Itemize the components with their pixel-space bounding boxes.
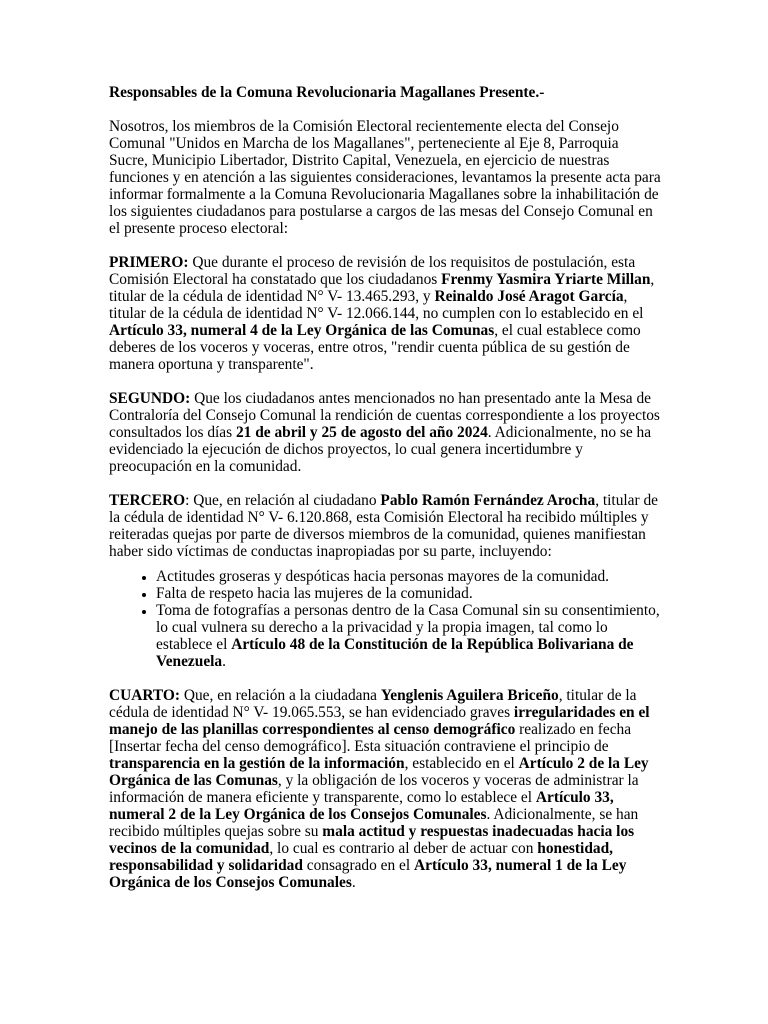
segundo-text-2: . Adicionalmente, no se ha evidenciado la ejecución de dichos proyectos, lo cual genera incertidumbre y preocupación en la comunidad.: [109, 424, 652, 475]
primero-text-2: , titular de la cédula de identidad N° V- 13.465.293, y: [109, 271, 655, 305]
tercero-bullet-list: [109, 568, 661, 670]
document-body: [109, 84, 661, 908]
tercero-text-1: : Que, en relación al ciudadano: [185, 492, 381, 509]
primero-text-1: Que durante el proceso de revisión de los requisitos de postulación, esta Comisión Electoral ha constatado que los ciudadanos: [109, 254, 636, 288]
cuarto-bold-5: Artículo 33, numeral 2 de la Ley Orgánica de los Consejos Comunales: [109, 789, 614, 823]
primero-name-1: Frenmy Yasmira Yriarte Millan: [441, 271, 651, 288]
segundo-text-1: Que los ciudadanos antes mencionados no han presentado ante la Mesa de Contraloría del Consejo Comunal la rendición de cuentas correspondiente a los proyectos consultados los días: [109, 390, 660, 441]
bullet-3-end: .: [222, 653, 226, 670]
heading-text: Responsables de la Comuna Revolucionaria Magallanes Presente.-: [109, 84, 545, 101]
primero-text-4: , el cual establece como deberes de los voceros y voceras, entre otros, "rendir cuenta pública de su gestión de manera oportuna y transparente".: [109, 322, 641, 373]
primero-text-3: , titular de la cédula de identidad N° V- 12.066.144, no cumplen con lo establecido en el: [109, 288, 644, 322]
cuarto-paragraph: [109, 687, 661, 891]
cuarto-bold-2: irregularidades en el manejo de las planillas correspondientes al censo demográfico: [109, 704, 650, 738]
document-heading: [109, 84, 661, 101]
cuarto-text-4: , establecido en el: [404, 755, 519, 772]
cuarto-text-9: .: [351, 874, 356, 891]
segundo-dates: 21 de abril y 25 de agosto del año 2024: [235, 424, 488, 441]
tercero-paragraph: [109, 492, 661, 560]
primero-name-2: Reinaldo José Aragot García: [434, 288, 624, 305]
list-item: • Actitudes groseras y despóticas hacia personas mayores de la comunidad.: [156, 568, 661, 585]
tercero-label: TERCERO: [109, 492, 186, 509]
tercero-name: Pablo Ramón Fernández Arocha: [380, 492, 596, 509]
cuarto-bold-7: honestidad, responsabilidad y solidaridad: [109, 840, 613, 874]
bullet-3-text: Toma de fotografías a personas dentro de la Casa Comunal sin su consentimiento, lo cual vulnera su derecho a la privacidad y la propia imagen, tal como lo establece el: [156, 602, 660, 653]
bullet-3-law-ref: Artículo 48 de la Constitución de la República Bolivariana de Venezuela: [156, 636, 634, 670]
primero-law-ref: Artículo 33, numeral 4 de la Ley Orgánica de las Comunas: [109, 322, 495, 339]
cuarto-text-7: , lo cual es contrario al deber de actuar con: [269, 840, 538, 857]
cuarto-text-8: consagrado en el: [302, 857, 414, 874]
cuarto-text-2: , titular de la cédula de identidad N° V- 19.065.553, se han evidenciado graves: [109, 687, 637, 721]
cuarto-text-6: . Adicionalmente, se han recibido múltiples quejas sobre su: [109, 806, 639, 840]
intro-paragraph: Nosotros, los miembros de la Comisión Electoral recientemente electa del Consejo Comunal "Unidos en Marcha de los Magallanes", perteneciente al Eje 8, Parroquia Sucre, Municipio Libertador, Distrito Capital, Venezuela, en ejercicio de nuestras funciones y en atención a las siguientes consideraciones, levantamos la presente acta para informar formalmente a la Comuna Revolucionaria Magallanes sobre la inhabilitación de los siguientes ciudadanos para postularse a cargos de las mesas del Consejo Comunal en el presente proceso electoral:: [109, 118, 661, 237]
cuarto-name: Yenglenis Aguilera Briceño: [380, 687, 559, 704]
cuarto-text-3: realizado en fecha [Insertar fecha del censo demográfico]. Esta situación contraviene el principio de: [109, 721, 632, 755]
primero-paragraph: [109, 254, 661, 373]
cuarto-bold-8: Artículo 33, numeral 1 de la Ley Orgánica de los Consejos Comunales: [109, 857, 627, 891]
segundo-paragraph: [109, 390, 661, 475]
cuarto-bold-4: Artículo 2 de la Ley Orgánica de las Comunas: [109, 755, 649, 789]
primero-label: PRIMERO:: [109, 254, 189, 271]
list-item: [156, 602, 661, 670]
tercero-text-2: , titular de la cédula de identidad N° V- 6.120.868, esta Comisión Electoral ha recibido múltiples y reiteradas quejas por parte de diversos miembros de la comunidad, quienes manifiestan haber sido víctimas de conductas inapropiadas por su parte, incluyendo:: [109, 492, 659, 560]
cuarto-bold-6: mala actitud y respuestas inadecuadas hacia los vecinos de la comunidad: [109, 823, 635, 857]
list-item: • Falta de respeto hacia las mujeres de la comunidad.: [156, 585, 661, 602]
cuarto-text-5: , y la obligación de los voceros y voceras de administrar la información de manera eficiente y transparente, como lo establece el: [109, 772, 639, 806]
cuarto-text-1: Que, en relación a la ciudadana: [180, 687, 381, 704]
cuarto-label: CUARTO:: [109, 687, 181, 704]
segundo-label: SEGUNDO:: [109, 390, 191, 407]
cuarto-bold-3: transparencia en la gestión de la información: [109, 755, 405, 772]
